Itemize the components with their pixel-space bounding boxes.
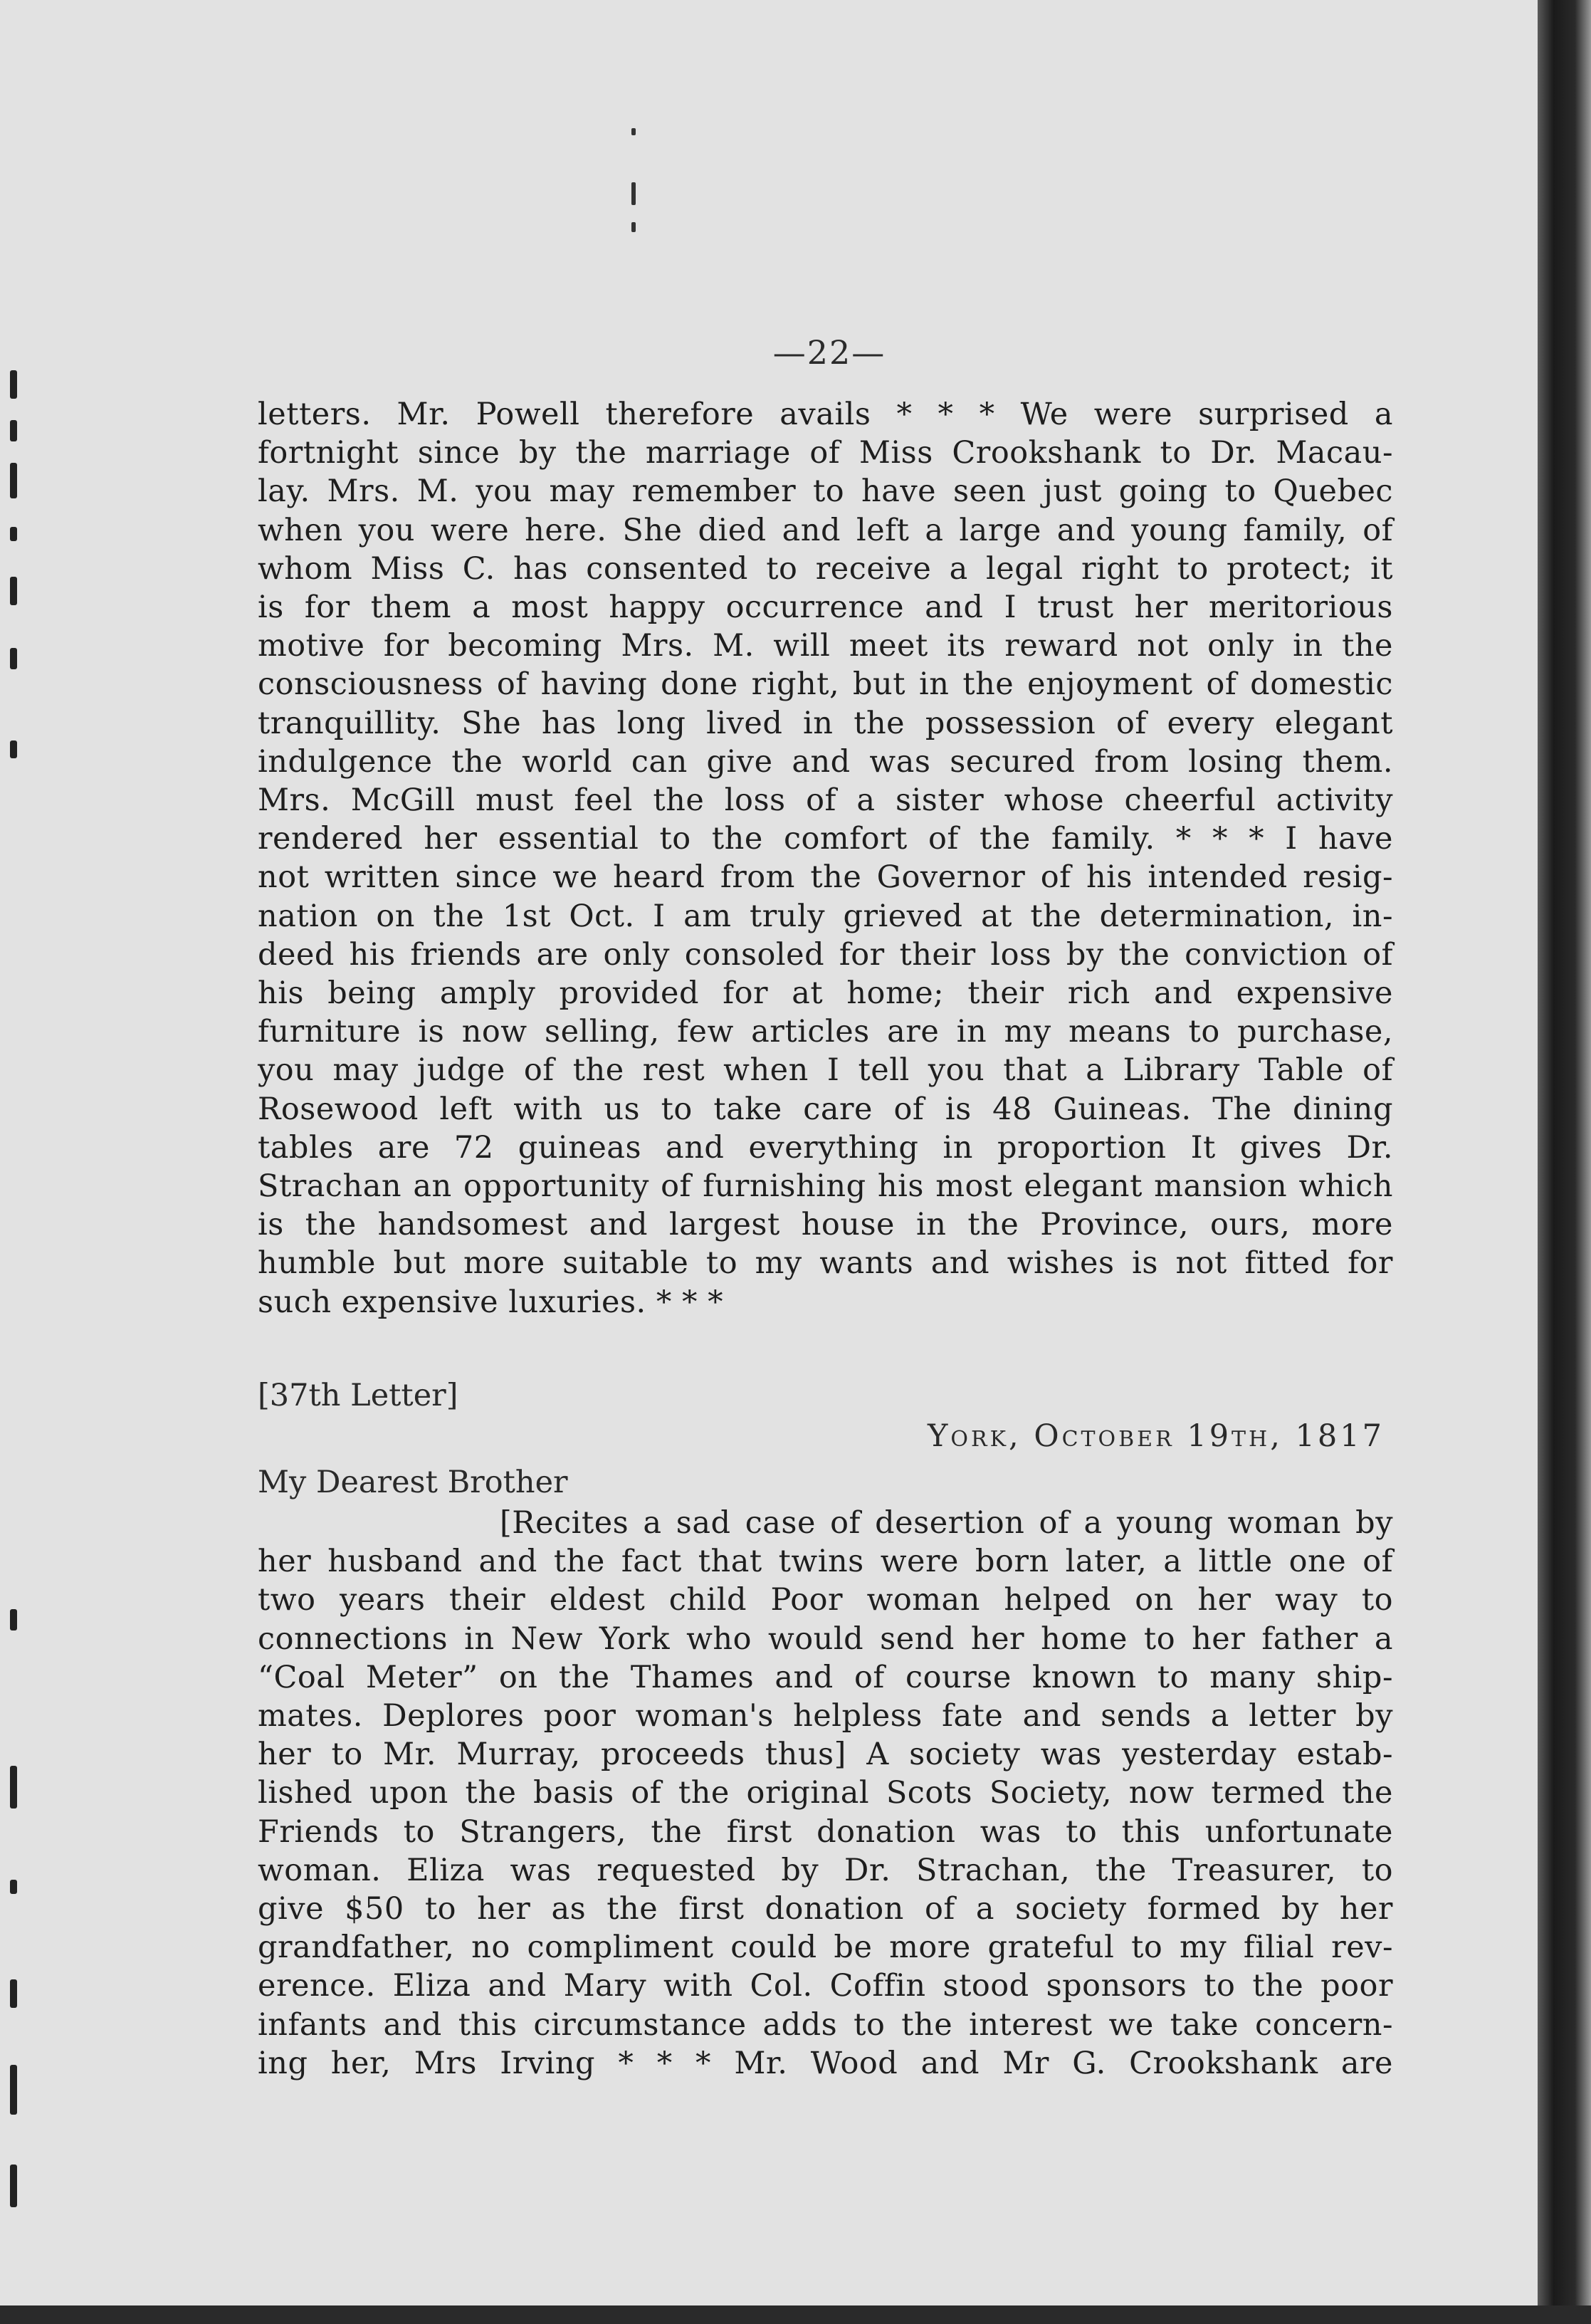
ink-speck bbox=[631, 222, 636, 232]
text-line: grandfather, no compliment could be more grateful to my filial rev- bbox=[258, 1930, 1393, 1966]
text-line: Friends to Strangers, the first donation was to this unfortunate bbox=[258, 1813, 1393, 1850]
text-line: when you were here. She died and left a large and young family, of bbox=[258, 512, 1393, 548]
text-line: rendered her essential to the comfort of the family. * * * I have bbox=[258, 821, 1393, 857]
letter-heading: [37th Letter] bbox=[258, 1378, 458, 1413]
ink-speck bbox=[631, 182, 636, 205]
continued-letter-text bbox=[258, 395, 1393, 1321]
text-line: letters. Mr. Powell therefore avails * * * We were surprised a bbox=[258, 397, 1393, 432]
letter-salutation: My Dearest Brother bbox=[258, 1465, 568, 1500]
text-line: is the handsomest and largest house in the Province, ours, more bbox=[258, 1207, 1393, 1243]
text-line: her to Mr. Murray, proceeds thus] A society was yesterday estab- bbox=[258, 1737, 1393, 1773]
text-line: fortnight since by the marriage of Miss Crookshank to Dr. Macau- bbox=[258, 435, 1393, 471]
text-line: nation on the 1st Oct. I am truly grieved at the determination, in- bbox=[258, 898, 1393, 934]
binding-edge-marks bbox=[0, 342, 28, 2264]
text-line: not written since we heard from the Governor of his intended resig- bbox=[258, 859, 1393, 896]
book-spine-edge bbox=[1538, 0, 1591, 2324]
text-line: mates. Deplores poor woman's helpless fate and sends a letter by bbox=[258, 1698, 1393, 1734]
ink-speck bbox=[631, 128, 636, 135]
text-line: indulgence the world can give and was secured from losing them. bbox=[258, 743, 1393, 780]
text-line: such expensive luxuries. * * * bbox=[258, 1284, 724, 1320]
text-line: furniture is now selling, few articles are in my means to purchase, bbox=[258, 1014, 1393, 1050]
text-line: connections in New York who would send her home to her father a bbox=[258, 1621, 1393, 1657]
text-line: Rosewood left with us to take care of is 48 Guineas. The dining bbox=[258, 1091, 1393, 1127]
text-line: erence. Eliza and Mary with Col. Coffin stood sponsors to the poor bbox=[258, 1968, 1393, 2004]
text-line: consciousness of having done right, but in the enjoyment of domestic bbox=[258, 666, 1393, 703]
text-line: lished upon the basis of the original Scots Society, now termed the bbox=[258, 1775, 1393, 1811]
letter-dateline: York, October 19th, 1817 bbox=[928, 1418, 1385, 1454]
text-line: tables are 72 guineas and everything in proportion It gives Dr. bbox=[258, 1129, 1393, 1166]
text-line: infants and this circumstance adds to the interest we take concern- bbox=[258, 2006, 1393, 2043]
text-line: humble but more suitable to my wants and wishes is not fitted for bbox=[258, 1245, 1393, 1282]
text-line: Mrs. McGill must feel the loss of a sister whose cheerful activity bbox=[258, 782, 1393, 819]
text-line: “Coal Meter” on the Thames and of course known to many ship- bbox=[258, 1659, 1393, 1695]
text-line: woman. Eliza was requested by Dr. Strachan, the Treasurer, to bbox=[258, 1852, 1393, 1888]
scan-bottom-border bbox=[0, 2305, 1591, 2324]
page-number: —22— bbox=[772, 333, 886, 372]
text-line: Strachan an opportunity of furnishing his most elegant mansion which bbox=[258, 1168, 1393, 1205]
text-line: motive for becoming Mrs. M. will meet its reward not only in the bbox=[258, 628, 1393, 664]
text-line: tranquillity. She has long lived in the possession of every elegant bbox=[258, 705, 1393, 741]
text-line: [Recites a sad case of desertion of a young woman by bbox=[500, 1505, 1393, 1541]
letter-body-text bbox=[258, 1504, 1393, 2083]
text-line: give $50 to her as the first donation of a society formed by her bbox=[258, 1891, 1393, 1927]
text-line: deed his friends are only consoled for their loss by the conviction of bbox=[258, 936, 1393, 973]
text-line: his being amply provided for at home; their rich and expensive bbox=[258, 975, 1393, 1012]
text-line: is for them a most happy occurrence and I trust her meritorious bbox=[258, 590, 1393, 626]
text-line: two years their eldest child Poor woman helped on her way to bbox=[258, 1582, 1393, 1618]
text-line: ing her, Mrs Irving * * * Mr. Wood and Mr G. Crookshank are bbox=[258, 2045, 1393, 2081]
text-line: whom Miss C. has consented to receive a legal right to protect; it bbox=[258, 550, 1393, 587]
text-line: lay. Mrs. M. you may remember to have seen just going to Quebec bbox=[258, 473, 1393, 510]
text-line: you may judge of the rest when I tell you that a Library Table of bbox=[258, 1052, 1393, 1089]
text-line: her husband and the fact that twins were born later, a little one of bbox=[258, 1544, 1393, 1580]
